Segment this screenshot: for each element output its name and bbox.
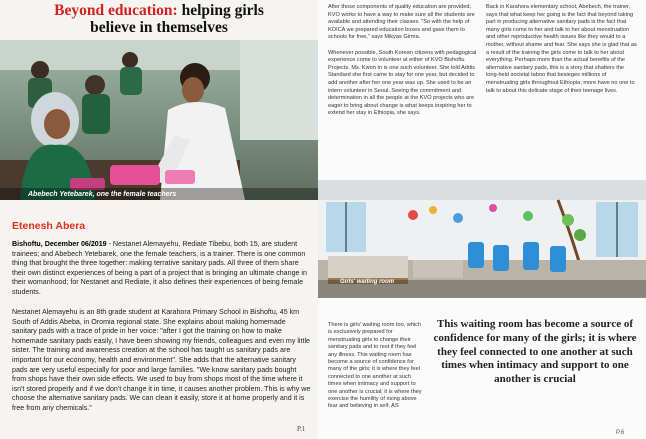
page-number: P.1 bbox=[297, 425, 306, 433]
right-page bbox=[318, 0, 646, 439]
dateline: Bishoftu, December 06/2019 bbox=[12, 240, 107, 248]
paragraph-1 bbox=[12, 240, 312, 298]
classroom-photo bbox=[0, 40, 318, 200]
paragraph-1-text: - Nestanet Alemayehu, Rediate Tibebu, both 15, are student trainees; and Abebech Yetebarek, one the female teachers, is a trainer. There is one common thing that brought the three together: making terrative sanitary pads. All three of them share their own distinct experiences of being a part of a project that is bringing an ultimate change in their womanhood; for Nestanet and Rediate, it also defines their experiences of being female students. bbox=[12, 240, 307, 296]
photo-caption: Abebech Yetebarek, one the female teachers bbox=[28, 191, 177, 198]
photo-caption-2: Girls' waiting room bbox=[340, 279, 395, 285]
column-2-top: Back in Karahora elementary school, Abebech, the trainer, says that what keep her going is the fact that beyond taking part in producing alternative sanitary pads is the fact that many girls come to her and talk to her about menstruation and other reproductive health issues like they would to a mother, without shame and fear. She says she is glad that as a result of the training the girls come to talk to her about everything. Perhaps more than the actual benefits of the alternative sanitary pads, this is a story that shatters the long-held societal taboo that besieges millions of menstruating girls throughout Ethiopia; more have no one to talk to about this delicate stage of their teenage lives. bbox=[486, 4, 637, 94]
article-title bbox=[0, 2, 318, 36]
page-number-2: P.6 bbox=[616, 430, 625, 436]
column-1-bottom: There is girls' waiting room too, which is exclusively prepared for menstruating girls to change their sanitary pads and to rest if they feel any illness. This waiting room has become a source of confidence for many of the girls; it is where they feel connected to one another at such times when intimacy and support to one another is crucial; it is where they exercise the humility of rising above fear and believing in self. AS bbox=[328, 322, 422, 410]
title-line-2: believe in themselves bbox=[90, 19, 228, 36]
column-1-top: After those components of quality education are provided, KVO works to have a way to make sure all the students are available and attending their classes. "So with the help of KOICA we prepared education boxes and gave them to schools for free," says Mikyas Girma. Whenever possible, South Korean citizens with pedagogical experience come to volunteer at either of KVO Bishoftu Projects. Ms. Kwon In is one such volunteer. She told Addis Standard she first came to stay for one year, but decided to add another after her one year was up. She used to be an intern volunteer in Seoul. Seeing the commitment and determination in all the people at the KVO projects who are eager to bring about change is what keeps inspiring her to extend her stay in Ethiopia, she says. bbox=[328, 4, 477, 117]
paragraph-2: Nestanet Alemayehu is an 8th grade student at Karahora Primary School in Bishoftu, 45 km South of Addis Abeba, in Oromia regional state. She explains about making homemade sanitary pads with a trace of pride in her voice: "after I got the training on how to make homemade sanitary pads easily, I have been showing my friends, colleagues and even my little sister. The training and awareness creation at the school has taught us sanitary pads are important for our economy, health and environment". She adds that the alternative sanitary pads are very useful especially for poor and large families. "We know sanitary pads bought from shops have their own side effects. We used to buy from shops most of the time where it isn't stored properly and if we don't change it in time, it causes another problem. This is why we choose the alternative sanitary pads. We can clean it easily, store it at home properly and it is free from any chemicals." bbox=[12, 308, 311, 412]
author-name: Etenesh Abera bbox=[12, 220, 86, 232]
title-highlight: Beyond education: bbox=[54, 2, 178, 19]
pull-quote: This waiting room has become a source of confidence for many of the girls; it is where they feel connected to one another at such times when intimacy and support to one another is crucial bbox=[433, 318, 637, 386]
title-rest: helping girls bbox=[177, 2, 264, 19]
left-page bbox=[0, 0, 318, 439]
